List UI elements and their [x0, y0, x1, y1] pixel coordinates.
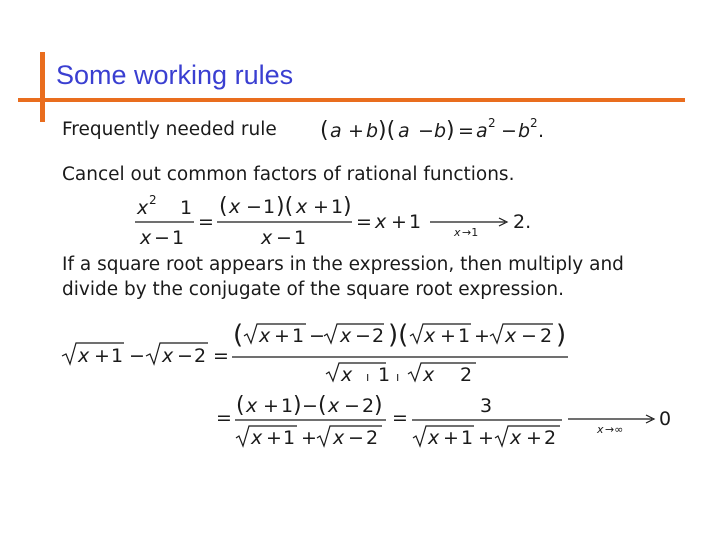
svg-text:+: +: [526, 427, 542, 449]
svg-text:1: 1: [458, 325, 471, 347]
svg-text:ı: ı: [396, 370, 400, 384]
svg-text:x: x: [246, 395, 258, 417]
sqrt-text-line1: If a square root appears in the expression, then multiply and: [62, 254, 624, 275]
svg-text:−: −: [302, 395, 318, 417]
svg-text:=: =: [392, 407, 408, 429]
svg-text:)(: )(: [276, 194, 294, 219]
svg-text:−: −: [177, 345, 193, 367]
svg-text:−: −: [344, 395, 360, 417]
svg-text:x: x: [428, 427, 440, 449]
svg-text:2: 2: [544, 427, 557, 449]
svg-text:1: 1: [378, 364, 391, 386]
svg-text:1: 1: [180, 197, 193, 219]
svg-text:+: +: [474, 325, 490, 347]
svg-text:a: a: [398, 120, 410, 142]
svg-text:2: 2: [362, 395, 375, 417]
svg-text:1: 1: [111, 345, 124, 367]
svg-text:1: 1: [409, 211, 422, 233]
svg-text:a: a: [476, 120, 488, 142]
svg-text:+: +: [313, 196, 329, 218]
svg-text:1: 1: [294, 227, 307, 249]
svg-text:1: 1: [281, 395, 294, 417]
svg-text:(: (: [236, 393, 245, 418]
svg-text:x: x: [296, 196, 308, 218]
svg-text:+: +: [301, 427, 317, 449]
svg-text:+: +: [440, 325, 456, 347]
svg-text:+: +: [94, 345, 110, 367]
svg-text:2: 2: [540, 325, 553, 347]
svg-text:x: x: [328, 395, 340, 417]
svg-text:=: =: [356, 211, 372, 233]
svg-text:1: 1: [172, 227, 185, 249]
svg-text:0: 0: [659, 408, 672, 430]
svg-text:x: x: [333, 427, 345, 449]
slide-title: Some working rules: [56, 60, 294, 90]
svg-text:x: x: [510, 427, 522, 449]
svg-text:1: 1: [331, 196, 344, 218]
svg-text:.: .: [538, 120, 545, 142]
svg-text:+: +: [274, 325, 290, 347]
svg-text:)(: )(: [378, 118, 396, 143]
svg-text:(: (: [219, 194, 228, 219]
svg-text:2: 2: [372, 325, 385, 347]
svg-text:x: x: [505, 325, 517, 347]
svg-text:−: −: [418, 120, 434, 142]
svg-text:b: b: [518, 120, 531, 142]
svg-text:b: b: [434, 120, 447, 142]
svg-text:=: =: [198, 211, 214, 233]
svg-text:=: =: [216, 407, 232, 429]
svg-text:x: x: [259, 325, 271, 347]
svg-text:x: x: [341, 364, 353, 386]
svg-text:): ): [556, 320, 567, 350]
svg-text:=: =: [458, 120, 474, 142]
svg-text:x: x: [454, 226, 461, 239]
svg-text:→1: →1: [462, 226, 479, 239]
svg-text:b: b: [366, 120, 379, 142]
svg-text:(: (: [233, 320, 244, 350]
svg-text:2: 2: [488, 116, 496, 130]
svg-text:2: 2: [366, 427, 379, 449]
svg-text:2: 2: [460, 364, 473, 386]
svg-text:=: =: [213, 345, 229, 367]
svg-text:x: x: [140, 227, 152, 249]
svg-text:−: −: [129, 345, 145, 367]
svg-text:+: +: [348, 120, 364, 142]
svg-text:+: +: [263, 395, 279, 417]
svg-text:x: x: [423, 364, 435, 386]
svg-text:1: 1: [461, 427, 474, 449]
svg-text:2.: 2.: [513, 211, 532, 233]
rule-label: Frequently needed rule: [62, 119, 277, 140]
sqrt-text-line2: divide by the conjugate of the square root expression.: [62, 279, 564, 300]
svg-text:2: 2: [530, 116, 538, 130]
svg-text:−: −: [348, 427, 364, 449]
svg-text:ı: ı: [366, 370, 370, 384]
svg-text:x: x: [78, 345, 90, 367]
svg-text:3: 3: [480, 395, 493, 417]
cancel-text: Cancel out common factors of rational functions.: [62, 164, 515, 185]
svg-text:a: a: [330, 120, 342, 142]
svg-text:−: −: [355, 325, 371, 347]
svg-text:): ): [446, 118, 455, 143]
svg-text:−: −: [154, 227, 170, 249]
svg-text:(: (: [318, 393, 327, 418]
svg-text:1: 1: [283, 427, 296, 449]
svg-text:−: −: [246, 196, 262, 218]
svg-text:1: 1: [263, 196, 276, 218]
svg-text:−: −: [309, 325, 325, 347]
svg-text:+: +: [443, 427, 459, 449]
svg-text:): ): [374, 393, 383, 418]
svg-text:(: (: [320, 118, 329, 143]
svg-text:→∞: →∞: [605, 423, 624, 436]
svg-text:2: 2: [194, 345, 207, 367]
svg-text:): ): [293, 393, 302, 418]
svg-text:x: x: [424, 325, 436, 347]
svg-text:): ): [343, 194, 352, 219]
svg-text:x: x: [251, 427, 263, 449]
svg-text:−: −: [521, 325, 537, 347]
svg-text:x: x: [261, 227, 273, 249]
svg-text:x: x: [375, 211, 387, 233]
svg-text:−: −: [276, 227, 292, 249]
svg-text:x: x: [597, 423, 604, 436]
svg-text:x: x: [162, 345, 174, 367]
svg-text:x: x: [137, 197, 149, 219]
svg-text:+: +: [391, 211, 407, 233]
svg-text:−: −: [501, 120, 517, 142]
svg-text:+: +: [266, 427, 282, 449]
svg-text:+: +: [478, 427, 494, 449]
svg-text:1: 1: [292, 325, 305, 347]
svg-text:2: 2: [149, 193, 157, 207]
svg-text:x: x: [229, 196, 241, 218]
svg-text:)(: )(: [388, 320, 409, 350]
svg-text:x: x: [340, 325, 352, 347]
